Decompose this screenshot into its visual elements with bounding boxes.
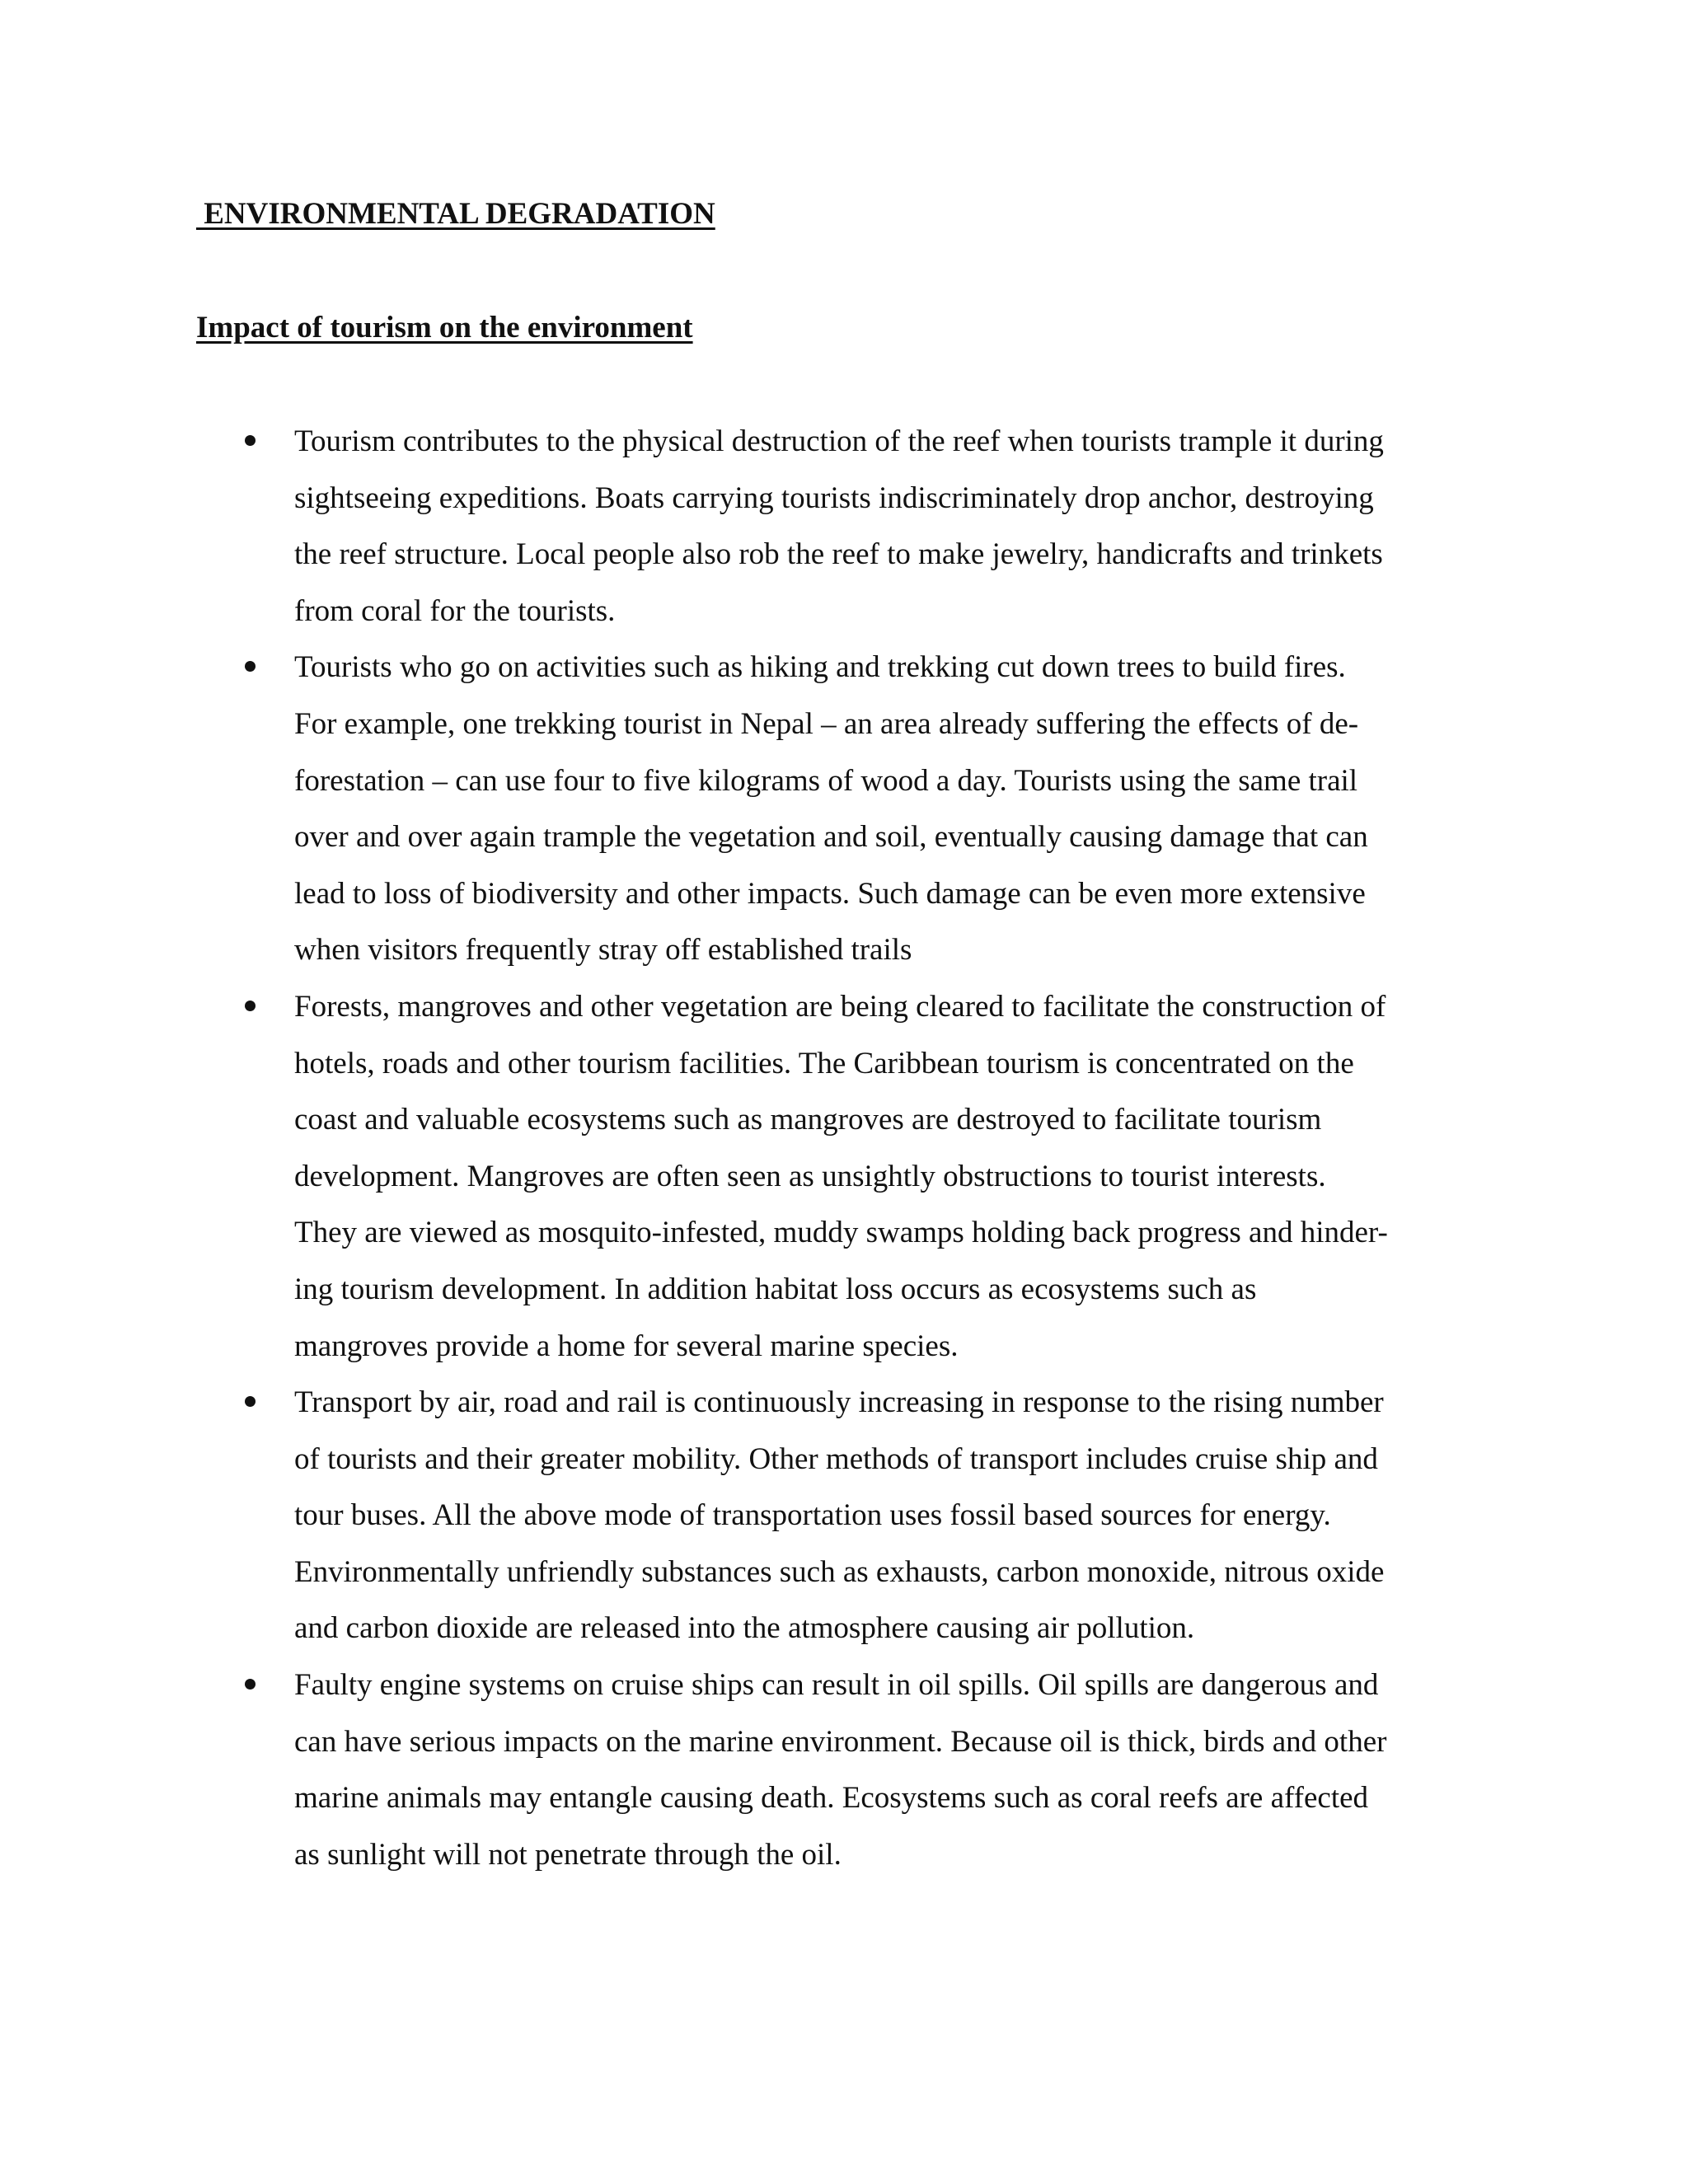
- bullet-icon: [245, 1001, 256, 1011]
- paragraph-line: coast and valuable ecosystems such as mangroves are destroyed to facilitate tourism: [294, 1103, 1322, 1137]
- paragraph-line: can have serious impacts on the marine environment. Because oil is thick, birds and other: [294, 1724, 1387, 1759]
- paragraph-line: hotels, roads and other tourism facilities. The Caribbean tourism is concentrated on the: [294, 1046, 1354, 1080]
- bullet-icon: [245, 1679, 256, 1690]
- paragraph-line: of tourists and their greater mobility. Other methods of transport includes cruise ship and: [294, 1441, 1378, 1476]
- bullet-icon: [245, 661, 256, 672]
- paragraph-line: Tourism contributes to the physical destruction of the reef when tourists trample it during: [294, 424, 1384, 458]
- paragraph-line: forestation – can use four to five kilograms of wood a day. Tourists using the same trail: [294, 763, 1358, 798]
- bullet-item-reef-destruction: [0, 414, 1688, 640]
- section-heading: Impact of tourism on the environment: [196, 311, 693, 344]
- paragraph-line: when visitors frequently stray off established trails: [294, 933, 912, 968]
- paragraph-line: over and over again trample the vegetation and soil, eventually causing damage that can: [294, 820, 1368, 855]
- paragraph-line: sightseeing expeditions. Boats carrying tourists indiscriminately drop anchor, destroying: [294, 480, 1374, 515]
- paragraph-line: from coral for the tourists.: [294, 593, 616, 628]
- paragraph-line: lead to loss of biodiversity and other impacts. Such damage can be even more extensive: [294, 876, 1366, 911]
- bullet-list: [0, 414, 1688, 1883]
- bullet-item-hiking-trekking: [0, 640, 1688, 979]
- paragraph-line: tour buses. All the above mode of transportation uses fossil based sources for energy.: [294, 1498, 1331, 1533]
- paragraph-line: They are viewed as mosquito-infested, muddy swamps holding back progress and hinder-: [294, 1216, 1388, 1250]
- bullet-icon: [245, 1396, 256, 1407]
- document-title: ENVIRONMENTAL DEGRADATION: [196, 197, 715, 231]
- paragraph-line: Forests, mangroves and other vegetation are being cleared to facilitate the construction of: [294, 989, 1386, 1024]
- paragraph-line: Environmentally unfriendly substances such as exhausts, carbon monoxide, nitrous oxide: [294, 1554, 1385, 1589]
- paragraph-line: Transport by air, road and rail is continuously increasing in response to the rising number: [294, 1385, 1384, 1420]
- paragraph-line: ing tourism development. In addition habitat loss occurs as ecosystems such as: [294, 1272, 1257, 1306]
- paragraph-line: as sunlight will not penetrate through the oil.: [294, 1837, 842, 1872]
- paragraph-line: Faulty engine systems on cruise ships can result in oil spills. Oil spills are dangerous and: [294, 1668, 1379, 1703]
- bullet-item-oil-spills: [0, 1657, 1688, 1883]
- bullet-item-transport-pollution: [0, 1375, 1688, 1657]
- paragraph-line: the reef structure. Local people also rob the reef to make jewelry, handicrafts and trinkets: [294, 537, 1383, 572]
- paragraph-line: Tourists who go on activities such as hiking and trekking cut down trees to build fires.: [294, 650, 1346, 685]
- bullet-icon: [245, 435, 256, 446]
- paragraph-line: For example, one trekking tourist in Nepal – an area already suffering the effects of de-: [294, 706, 1359, 741]
- paragraph-line: mangroves provide a home for several marine species.: [294, 1329, 959, 1363]
- bullet-item-vegetation-clearing: [0, 979, 1688, 1375]
- paragraph-line: and carbon dioxide are released into the atmosphere causing air pollution.: [294, 1611, 1195, 1646]
- paragraph-line: development. Mangroves are often seen as unsightly obstructions to tourist interests.: [294, 1159, 1326, 1193]
- paragraph-line: marine animals may entangle causing death. Ecosystems such as coral reefs are affected: [294, 1781, 1369, 1816]
